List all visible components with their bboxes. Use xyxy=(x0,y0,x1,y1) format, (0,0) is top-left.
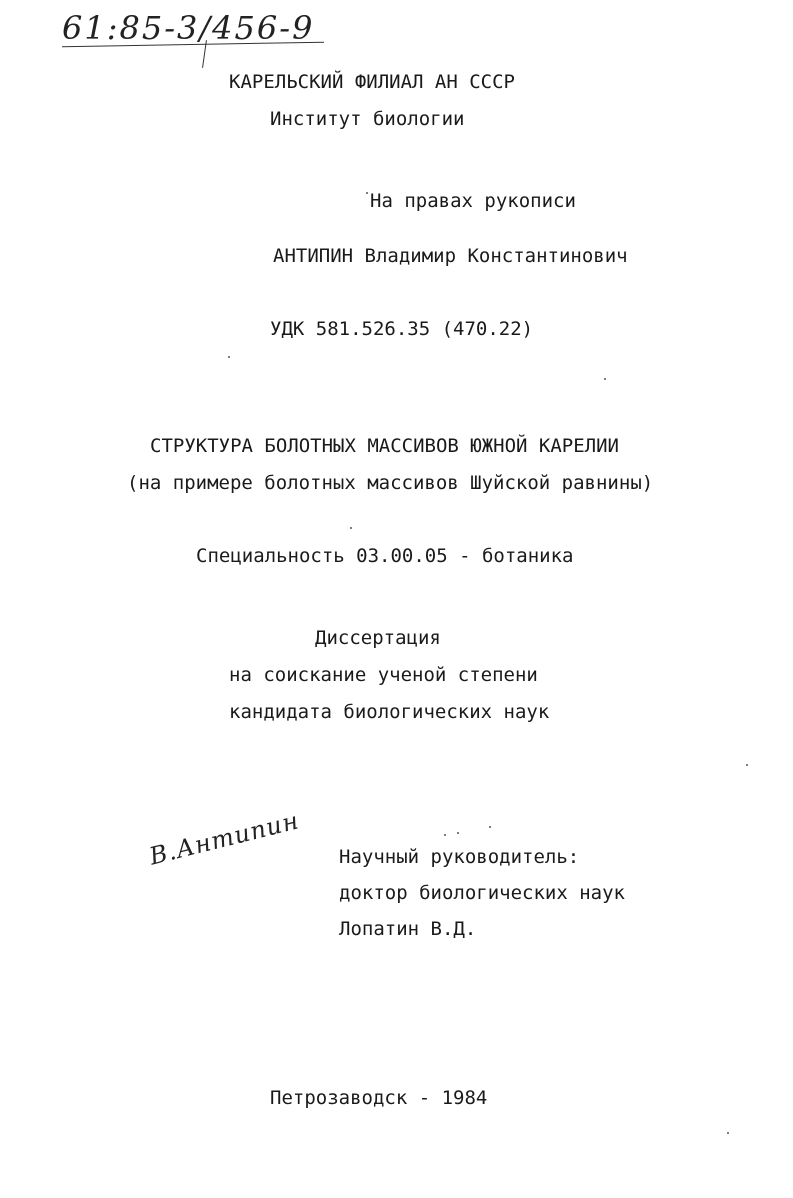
handwritten-signature: В.Антипин xyxy=(146,806,303,871)
scan-speck xyxy=(350,527,352,529)
institution-institute: Институт биологии xyxy=(270,108,465,130)
degree-type: Диссертация xyxy=(315,627,441,649)
udc-code: УДК 581.526.35 (470.22) xyxy=(270,318,534,340)
supervisor-heading: Научный руководитель: xyxy=(339,846,580,868)
degree-purpose: на соискание ученой степени xyxy=(229,664,538,686)
scan-speck xyxy=(604,378,606,380)
scan-speck xyxy=(489,826,491,828)
manuscript-rights: На правах рукописи xyxy=(370,190,576,212)
author-name: АНТИПИН Владимир Константинович xyxy=(273,245,628,267)
institution-branch: КАРЕЛЬСКИЙ ФИЛИАЛ АН СССР xyxy=(229,71,515,93)
scan-speck xyxy=(228,356,230,358)
supervisor-title: доктор биологических наук xyxy=(339,882,625,904)
specialty: Специальность 03.00.05 - ботаника xyxy=(196,545,574,567)
scan-speck xyxy=(746,764,748,766)
supervisor-name: Лопатин В.Д. xyxy=(339,918,477,940)
scan-speck xyxy=(457,832,459,834)
scan-speck xyxy=(727,1132,729,1134)
dissertation-title: СТРУКТУРА БОЛОТНЫХ МАССИВОВ ЮЖНОЙ КАРЕЛИИ xyxy=(150,435,619,457)
scan-speck xyxy=(366,192,368,194)
dissertation-subtitle: (на примере болотных массивов Шуйской равнины) xyxy=(127,472,654,494)
archive-code: 61:85-3/456-9 xyxy=(62,9,315,47)
place-year: Петрозаводск - 1984 xyxy=(270,1087,488,1109)
degree-field: кандидата биологических наук xyxy=(229,701,550,723)
scan-speck xyxy=(444,834,446,836)
